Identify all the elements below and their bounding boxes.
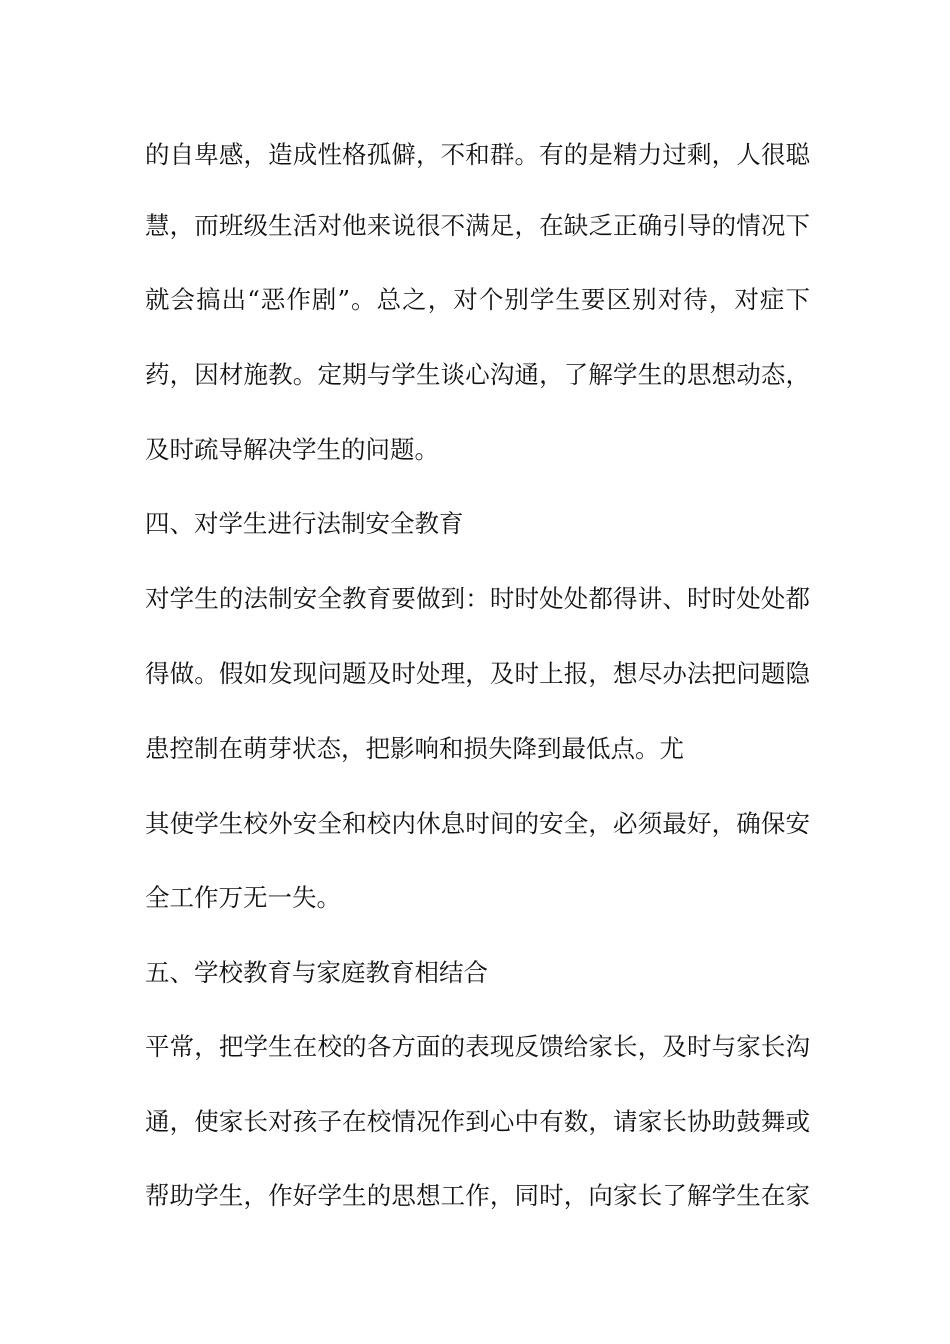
body-text-line: 对学生的法制安全教育要做到：时时处处都得讲、时时处处都 <box>145 584 810 613</box>
body-text-line: 慧，而班级生活对他来说很不满足，在缺乏正确引导的情况下 <box>145 211 810 240</box>
body-text-line: 通，使家长对孩子在校情况作到心中有数，请家长协助鼓舞或 <box>145 1107 810 1136</box>
body-text-line: 药，因材施教。定期与学生谈心沟通，了解学生的思想动态， <box>145 360 810 389</box>
body-text-line: 其使学生校外安全和校内休息时间的安全，必须最好，确保安 <box>145 809 810 838</box>
body-text-line: 及时疏导解决学生的问题。 <box>145 435 439 464</box>
body-text-line: 帮助学生，作好学生的思想工作，同时，向家长了解学生在家 <box>145 1181 810 1210</box>
section-heading: 五、学校教育与家庭教育相结合 <box>145 958 488 987</box>
body-text-line: 的自卑感，造成性格孤僻，不和群。有的是精力过剩，人很聪 <box>145 140 810 169</box>
body-text-line: 平常，把学生在校的各方面的表现反馈给家长，及时与家长沟 <box>145 1032 810 1061</box>
body-text-line: 全工作万无一失。 <box>145 883 341 912</box>
body-text-line: 就会搞出“恶作剧”。总之，对个别学生要区别对待，对症下 <box>145 285 810 314</box>
section-heading: 四、对学生进行法制安全教育 <box>145 509 464 538</box>
body-text-line: 患控制在萌芽状态，把影响和损失降到最低点。尤 <box>145 734 684 763</box>
body-text-line: 得做。假如发现问题及时处理，及时上报，想尽办法把问题隐 <box>145 659 810 688</box>
